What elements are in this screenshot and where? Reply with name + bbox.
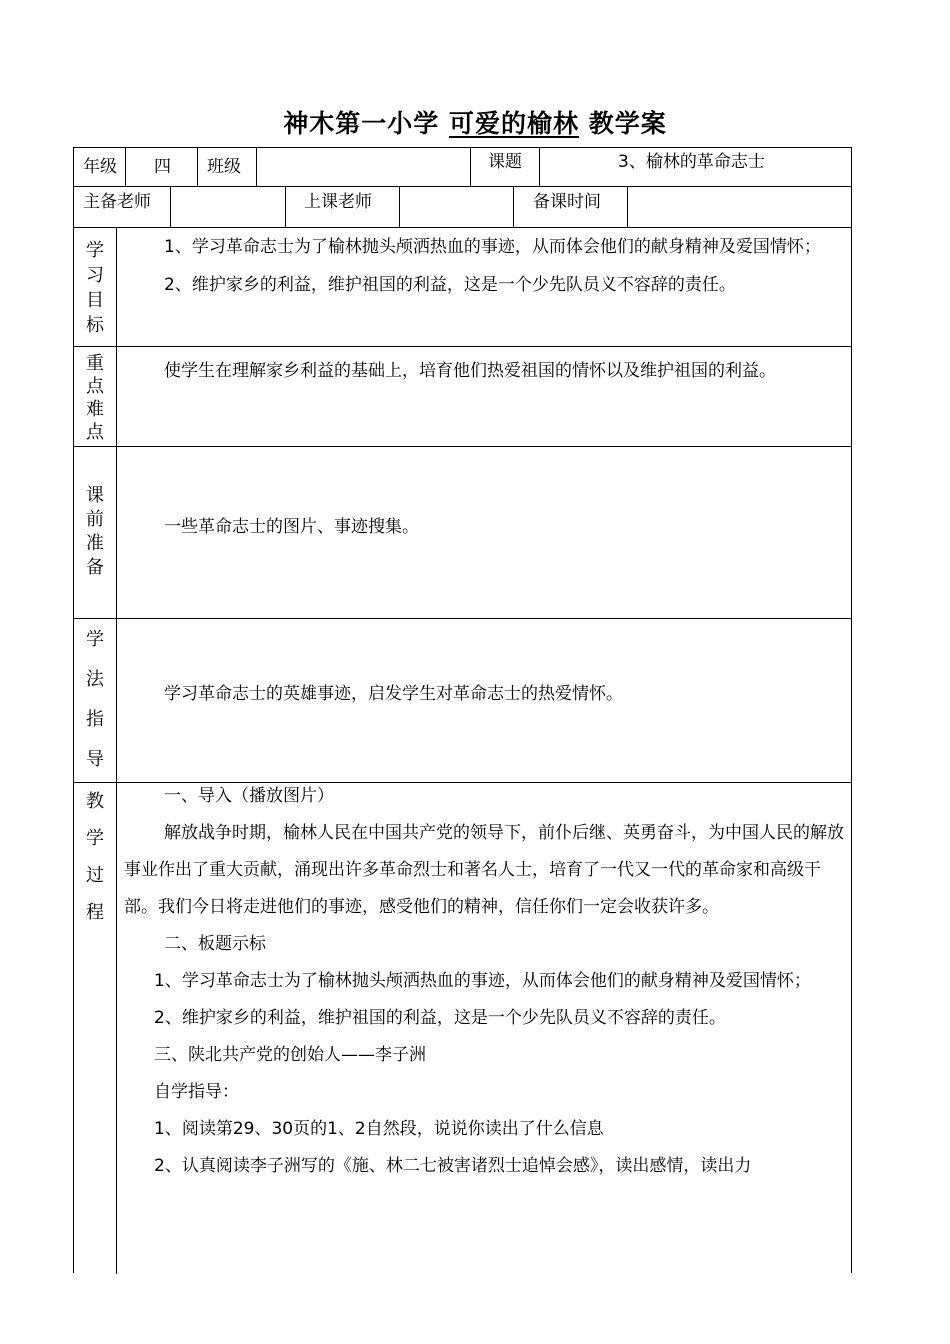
prep-time-label: 备课时间: [533, 192, 601, 212]
preparation-content: [124, 508, 846, 546]
col-divider: [399, 186, 400, 227]
topic-value[interactable]: 3、榆林的革命志士: [618, 152, 765, 172]
process-line: 自学指导：: [154, 1082, 239, 1102]
key-points-content: [124, 351, 846, 391]
study-method-content: [124, 675, 846, 713]
teacher-label: 上课老师: [304, 192, 372, 212]
process-content: [124, 778, 846, 1185]
col-divider: [256, 148, 257, 186]
preparation-label: 课 前 准 备: [86, 485, 104, 578]
process-line: 二、板题示标: [164, 934, 266, 954]
col-divider: [513, 186, 514, 227]
topic-label: 课题: [488, 152, 522, 172]
process-line: 1、学习革命志士为了榆林抛头颅洒热血的事迹，从而体会他们的献身精神及爱国情怀；: [154, 971, 811, 991]
key-points-line: 使学生在理解家乡利益的基础上，培育他们热爱祖国的情怀以及维护祖国的利益。: [164, 361, 776, 381]
grade-label: 年级: [83, 157, 117, 177]
preparation-line: 一些革命志士的图片、事迹搜集。: [164, 517, 419, 537]
process-line: 2、维护家乡的利益，维护祖国的利益，这是一个少先队员义不容辞的责任。: [154, 1008, 726, 1028]
goals-label: 学 习 目 标: [86, 240, 104, 336]
label-col-divider: [116, 227, 117, 1274]
key-points-label: 重 点 难 点: [86, 353, 104, 443]
process-line: 2、认真阅读李子洲写的《施、林二七被害诸烈士追悼会感》，读出感情，读出力: [154, 1156, 752, 1176]
col-divider: [470, 148, 471, 186]
col-divider: [170, 186, 171, 227]
row-divider: [74, 346, 851, 347]
process-line: 三、陕北共产党的创始人——李子洲: [154, 1045, 426, 1065]
row-divider: [74, 186, 851, 187]
row-divider: [74, 618, 851, 619]
process-line: 1、阅读第29、30页的1、2自然段，说说你读出了什么信息: [154, 1119, 604, 1139]
class-label: 班级: [207, 157, 241, 177]
process-line: 一、导入（播放图片）: [164, 786, 334, 806]
col-divider: [285, 186, 286, 227]
study-method-line: 学习革命志士的英雄事迹，启发学生对革命志士的热爱情怀。: [164, 684, 623, 704]
lead-teacher-label: 主备老师: [83, 192, 151, 212]
goals-content: [124, 228, 846, 304]
grade-value[interactable]: 四: [154, 157, 171, 177]
page-title: [0, 104, 950, 140]
study-method-label: 学 法 指 导: [86, 629, 104, 770]
title-school: 神木第一小学: [283, 109, 440, 138]
goals-line: 1、学习革命志士为了榆林抛头颅洒热血的事迹，从而体会他们的献身精神及爱国情怀；: [164, 237, 821, 257]
lesson-plan-table: [73, 147, 852, 1273]
row-divider: [74, 446, 851, 447]
process-line: 解放战争时期，榆林人民在中国共产党的领导下，前仆后继、英勇奋斗，为中国人民的解放事业作出了重大贡献，涌现出许多革命烈士和著名人士，培育了一代又一代的革命家和高级干部。我们今日将走进他们的事迹，感受他们的精神，信任你们一定会收获许多。: [124, 823, 844, 917]
col-divider: [197, 148, 198, 186]
col-divider: [539, 148, 540, 186]
col-divider: [125, 148, 126, 186]
title-suffix: 教学案: [588, 109, 667, 138]
title-unit: 可爱的榆林: [448, 109, 579, 138]
goals-line: 2、维护家乡的利益，维护祖国的利益，这是一个少先队员义不容辞的责任。: [164, 275, 736, 295]
col-divider: [627, 186, 628, 227]
process-label: 教 学 过 程: [86, 791, 104, 923]
